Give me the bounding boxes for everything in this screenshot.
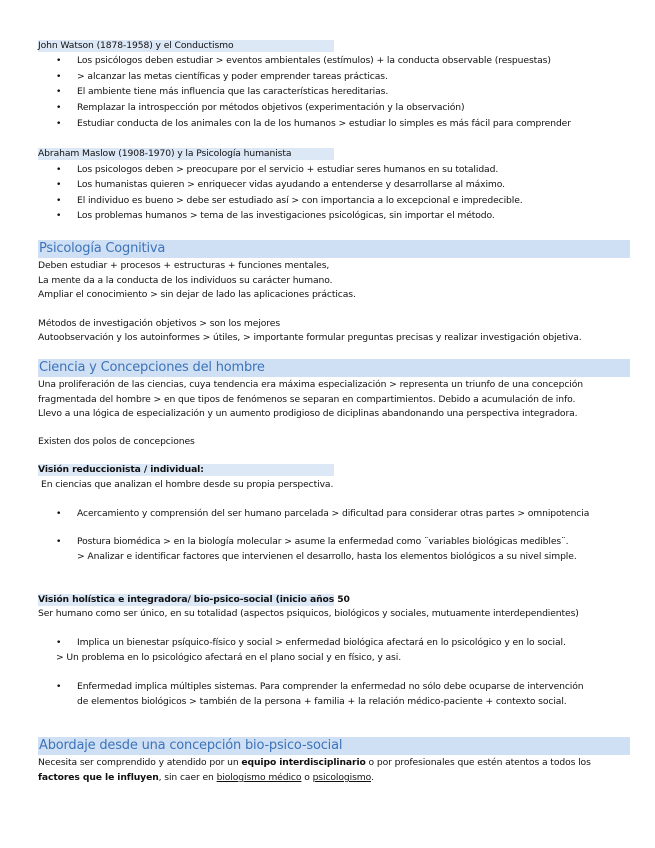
paragraph-line: Necesita ser comprendido y atendido por un equipo interdisciplinario o por profesionales que estén atentos a todos los (38, 757, 591, 768)
paragraph-line: Llevo a una lógica de especialización y un aumento prodigioso de diciplinas abandonando una perspectiva integradora. (38, 408, 578, 419)
bold-text: factores que le influyen (38, 772, 159, 783)
paragraph-line: Deben estudiar + procesos + estructuras + funciones mentales, (38, 260, 330, 271)
bullet-icon: • (56, 536, 62, 547)
paragraph-line: > Un problema en lo psicológico afectará en el plano social y en físico, y asi. (56, 652, 402, 663)
paragraph-line: Ampliar el conocimiento > sin dejar de lado las aplicaciones prácticas. (38, 289, 356, 300)
paragraph-line: La mente da a la conducta de los individuos su carácter humano. (38, 275, 333, 286)
section-heading-cognitiva: Psicología Cognitiva (38, 240, 630, 258)
bullet-icon: • (56, 55, 62, 66)
section-heading-ciencia: Ciencia y Concepciones del hombre (38, 359, 630, 377)
paragraph-line: fragmentada del hombre > en que tipos de fenómenos se separan en compartimientos. Debido a acumulación de info. (38, 394, 576, 405)
maslow-title: Abraham Maslow (1908-1970) y la Psicología humanista (38, 148, 334, 160)
paragraph-line: factores que le influyen, sin caer en biologismo médico o psicologismo. (38, 772, 374, 783)
holistica-title: Visión holística e integradora/ bio-psico-social (inicio años 50 (38, 594, 350, 605)
paragraph-line: Existen dos polos de concepciones (38, 436, 195, 447)
bullet-icon: • (56, 118, 62, 129)
paragraph-line: Una proliferación de las ciencias, cuya tendencia era máxima especialización > representa un triunfo de una concepción (38, 379, 583, 390)
paragraph-line: Ser humano como ser único, en su totalidad (aspectos psiquicos, biológicos y sociales, mutuamente interdependientes) (38, 608, 579, 619)
document-page: John Watson (1878-1958) y el Conductismo • Los psicólogos deben estudiar > eventos ambientales (estímulos) + la conducta observable (respuestas) • > alcanzar las metas científicas y poder emprender tareas prácticas. • El ambiente tiene más influencia que las características hereditarias. • Remplazar la introspección por métodos objetivos (experimentación y la observación) • Estudiar conducta de los animales con la de los humanos > estudiar lo simples es más fácil para comprender Abraham Maslow (1908-1970) y la Psicología humanista • Los psicologos deben > preocupare por el servicio + estudiar seres humanos en su totalidad. • Los humanistas quieren > enriquecer vidas ayudando a entenderse y desarrollarse al máximo. • El individuo es bueno > debe ser estudiado así > con importancia a lo excepcional e impredecible. • Los problemas humanos > tema de las investigaciones psicológicas, sin importar el método. Psicología Cognitiva Deben estudiar + procesos + estructuras + funciones mentales, La mente da a la conducta de los individuos su carácter humano. Ampliar el conocimiento > sin dejar de lado las aplicaciones prácticas. Métodos de investigación objetivos > son los mejores Autoobservación y los autoinformes > útiles, > importante formular preguntas precisas y realizar investigación objetiva. Ciencia y Concepciones del hombre Una proliferación de las ciencias, cuya tendencia era máxima especialización > representa un triunfo de una concepción fragmentada del hombre > en que tipos de fenómenos se separan en compartimientos. Debido a acumulación de info. Llevo a una lógica de especialización y un aumento prodigioso de diciplinas abandonando una perspectiva integradora. Existen dos polos de concepciones Visión reduccionista / individual: En ciencias que analizan el hombre desde su propia perspectiva. • Acercamiento y comprensión del ser humano parcelada > dificultad para considerar otras partes > omnipotencia • Postura biomédica > en la biología molecular > asume la enfermedad como ¨variables biológicas medibles¨. > Analizar e identificar factores que intervienen el desarrollo, hasta los elementos biológicos a su nivel simple. Visión holística e integradora/ bio-psico-social (inicio años 50 Ser humano como ser único, en su totalidad (aspectos psiquicos, biológicos y sociales, mutuamente interdependientes) • Implica un bienestar psíquico-físico y social > enfermedad biológica afectará en lo psicológico y en lo social. > Un problema en lo psicológico afectará en el plano social y en físico, y asi. • Enfermedad implica múltiples sistemas. Para comprender la enfermedad no sólo debe ocuparse de intervención de elementos biológicos > también de la persona + familia + la relación médico-paciente + contexto social. Abordaje desde una concepción bio-psico-social Necesita ser comprendido y atendido por un equipo interdisciplinario o por profesionales que estén atentos a todos los factores que le influyen, sin caer en biologismo médico o psicologismo. (0, 0, 655, 848)
bullet-icon: • (56, 210, 62, 221)
paragraph-line: Autoobservación y los autoinformes > útiles, > importante formular preguntas precisas y realizar investigación objetiva. (38, 332, 582, 343)
bullet-icon: • (56, 164, 62, 175)
bullet-icon: • (56, 195, 62, 206)
paragraph-line: > Analizar e identificar factores que intervienen el desarrollo, hasta los elementos biológicos a su nivel simple. (77, 551, 577, 562)
bullet-icon: • (56, 179, 62, 190)
bullet-icon: • (56, 681, 62, 692)
bullet-icon: • (56, 86, 62, 97)
bullet-icon: • (56, 71, 62, 82)
bullet-icon: • (56, 508, 62, 519)
underlined-text: biologismo médico (216, 772, 302, 783)
paragraph-line: En ciencias que analizan el hombre desde su propia perspectiva. (41, 479, 334, 490)
bullet-icon: • (56, 637, 62, 648)
paragraph-line: de elementos biológicos > también de la persona + familia + la relación médico-paciente + contexto social. (77, 696, 567, 707)
bold-text: equipo interdisciplinario (241, 757, 366, 768)
paragraph-line: Métodos de investigación objetivos > son los mejores (38, 318, 281, 329)
reduccionista-title: Visión reduccionista / individual: (38, 464, 334, 476)
section-heading-abordaje: Abordaje desde una concepción bio-psico-social (38, 737, 630, 755)
bullet-icon: • (56, 102, 62, 113)
watson-title: John Watson (1878-1958) y el Conductismo (38, 40, 334, 52)
underlined-text: psicologismo (312, 772, 371, 783)
